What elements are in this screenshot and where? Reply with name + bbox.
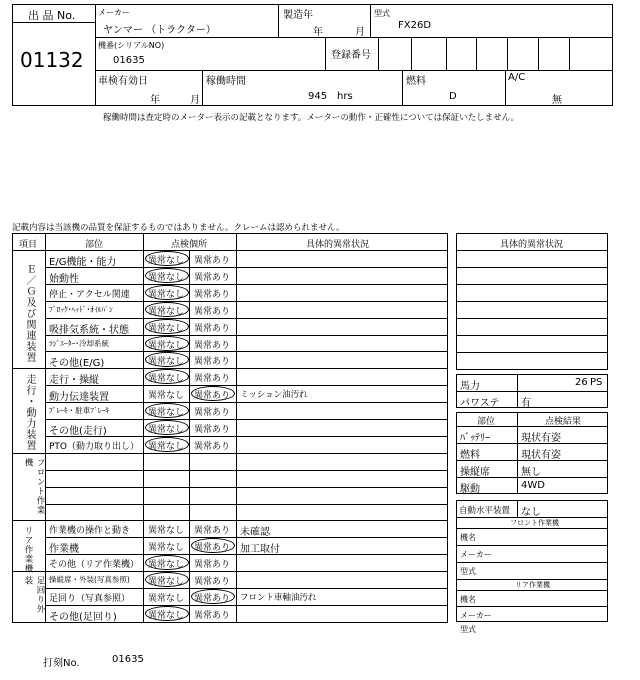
stamp-label: 打刻No. bbox=[43, 658, 80, 669]
selected-mark-circle bbox=[145, 336, 189, 351]
insp-year-unit: 年 bbox=[150, 95, 160, 106]
fuel-result-label: 燃料 bbox=[460, 450, 480, 461]
model-value: FX26D bbox=[398, 20, 432, 31]
status-normal[interactable]: 異常なし bbox=[148, 272, 185, 283]
row-line bbox=[45, 351, 448, 352]
status-abnormal[interactable]: 異常あり bbox=[194, 560, 231, 571]
status-abnormal[interactable]: 異常あり bbox=[194, 272, 231, 283]
selected-mark-circle bbox=[145, 302, 189, 317]
disclaimer: 記載内容は当該機の品質を保証するものではありません。クレームは認められません。 bbox=[12, 223, 345, 233]
front-name-label: 機名 bbox=[460, 533, 476, 542]
row-part: E/G機能・能力 bbox=[49, 257, 117, 268]
status-abnormal[interactable]: 異常あり bbox=[194, 306, 231, 317]
group-foot: 足回り外装 bbox=[23, 576, 45, 614]
selected-mark-circle bbox=[145, 572, 189, 587]
status-normal[interactable]: 異常なし bbox=[148, 323, 185, 334]
header-item: 項目 bbox=[19, 240, 38, 250]
row-part: 作業機の操作と動き bbox=[49, 526, 131, 537]
power-unit: PS bbox=[590, 377, 603, 388]
row-line bbox=[45, 504, 448, 505]
row-line bbox=[45, 284, 448, 285]
row-part: ﾌﾞﾚｰｷ・駐車ﾌﾞﾚｰｷ bbox=[49, 406, 109, 416]
fuel-label: 燃料 bbox=[406, 76, 426, 87]
status-normal[interactable]: 異常なし bbox=[148, 340, 185, 351]
row-line bbox=[45, 470, 448, 471]
selected-mark-circle bbox=[145, 437, 189, 452]
ps-label: パワステ bbox=[460, 398, 500, 409]
lot-label: 出 品 No. bbox=[28, 9, 76, 22]
row-line bbox=[45, 318, 448, 319]
header-part: 部位 bbox=[85, 240, 104, 250]
row-line bbox=[45, 385, 448, 386]
status-normal[interactable]: 異常なし bbox=[148, 374, 185, 385]
status-normal[interactable]: 異常なし bbox=[148, 594, 185, 604]
maker-label: メーカー bbox=[98, 8, 130, 17]
status-abnormal[interactable]: 異常あり bbox=[194, 610, 231, 621]
selected-mark-circle bbox=[145, 606, 189, 621]
ac-value: 無 bbox=[552, 95, 562, 106]
row-line bbox=[12, 453, 448, 454]
status-normal[interactable]: 異常なし bbox=[148, 289, 185, 300]
status-abnormal[interactable]: 異常あり bbox=[194, 340, 231, 351]
selected-mark-circle bbox=[191, 589, 235, 604]
selected-mark-circle bbox=[145, 319, 189, 334]
status-normal[interactable]: 異常なし bbox=[148, 526, 185, 537]
cab-value: 無し bbox=[521, 467, 541, 478]
auto-level-label: 自動水平装置 bbox=[459, 506, 511, 516]
status-abnormal[interactable]: 異常あり bbox=[194, 289, 231, 300]
front-maker-label: メーカー bbox=[460, 550, 492, 559]
status-abnormal[interactable]: 異常あり bbox=[194, 256, 231, 266]
row-line bbox=[45, 301, 448, 302]
status-abnormal[interactable]: 異常あり bbox=[194, 357, 231, 368]
status-abnormal[interactable]: 異常あり bbox=[194, 594, 231, 604]
model-label: 型式 bbox=[374, 9, 390, 18]
row-line bbox=[45, 436, 448, 437]
stamp-number: 01635 bbox=[112, 654, 144, 665]
row-line bbox=[45, 419, 448, 420]
status-normal[interactable]: 異常なし bbox=[148, 357, 185, 368]
status-normal[interactable]: 異常なし bbox=[148, 441, 185, 452]
row-part: その他(E/G) bbox=[49, 358, 105, 370]
fuel-value: D bbox=[449, 91, 457, 102]
status-normal[interactable]: 異常なし bbox=[148, 560, 185, 571]
insp-month-unit: 月 bbox=[190, 95, 200, 106]
row-line bbox=[12, 368, 448, 369]
row-line bbox=[45, 588, 448, 589]
drive-value: 4WD bbox=[521, 480, 545, 491]
status-normal[interactable]: 異常なし bbox=[148, 425, 185, 435]
row-note: ミッション油汚れ bbox=[240, 390, 308, 401]
status-normal[interactable]: 異常なし bbox=[148, 391, 185, 402]
status-abnormal[interactable]: 異常あり bbox=[194, 526, 231, 537]
row-part: 動力伝達装置 bbox=[49, 392, 109, 404]
right-detail-header: 具体的異常状況 bbox=[500, 240, 564, 250]
front-model-label: 型式 bbox=[460, 567, 476, 576]
status-normal[interactable]: 異常なし bbox=[148, 408, 185, 419]
row-part: 吸排気系統・状態 bbox=[49, 324, 129, 336]
status-abnormal[interactable]: 異常あり bbox=[194, 577, 231, 588]
cab-label: 操縦席 bbox=[460, 467, 490, 478]
year-unit: 年 bbox=[313, 27, 323, 38]
row-part: 作業機 bbox=[49, 544, 79, 556]
row-line bbox=[45, 335, 448, 336]
battery-label: ﾊﾞｯﾃﾘｰ bbox=[460, 433, 490, 444]
fuel-result-value: 現状有姿 bbox=[521, 450, 561, 461]
front-attachment-title: フロント作業機 bbox=[510, 519, 559, 527]
row-part: 走行・操縦 bbox=[49, 375, 99, 387]
rear-name-label: 機名 bbox=[460, 595, 476, 604]
row-line bbox=[12, 520, 448, 521]
row-part: その他（リア作業機） bbox=[49, 560, 140, 571]
hours-note: 稼働時間は査定時のメーター表示の記載となります。メーターの動作・正確性については保証いたしません。 bbox=[103, 113, 520, 123]
row-note: 未確認 bbox=[240, 527, 270, 539]
serial-label: 機番(シリアルNO) bbox=[98, 41, 165, 50]
status-abnormal[interactable]: 異常あり bbox=[194, 374, 231, 385]
row-part: その他(足回り) bbox=[49, 611, 117, 623]
row-note: 加工取付 bbox=[240, 544, 280, 556]
rear-model-label: 型式 bbox=[460, 625, 476, 634]
status-normal[interactable]: 異常なし bbox=[148, 256, 185, 266]
row-line bbox=[12, 571, 448, 572]
row-part: ﾌﾞﾛｯｸ･ﾍｯﾄﾞ･ｵｲﾙﾊﾟﾝ bbox=[49, 304, 113, 314]
status-normal[interactable]: 異常なし bbox=[148, 577, 185, 588]
drive-label: 駆動 bbox=[460, 484, 480, 495]
year-label: 製造年 bbox=[283, 10, 313, 21]
row-line bbox=[45, 267, 448, 268]
status-abnormal[interactable]: 異常あり bbox=[194, 543, 231, 554]
header-check: 点検個所 bbox=[171, 240, 208, 250]
row-part: ﾗｼﾞｴｰﾀｰ･冷却系統 bbox=[49, 338, 109, 348]
results-result-header: 点検結果 bbox=[545, 417, 582, 427]
battery-value: 現状有姿 bbox=[521, 433, 561, 444]
selected-mark-circle bbox=[145, 251, 189, 266]
status-abnormal[interactable]: 異常あり bbox=[194, 441, 231, 452]
lot-number: 01132 bbox=[20, 48, 84, 72]
row-line bbox=[45, 487, 448, 488]
results-part-header: 部位 bbox=[477, 417, 496, 427]
month-unit: 月 bbox=[355, 27, 365, 38]
status-normal[interactable]: 異常なし bbox=[148, 306, 185, 317]
power-value: 26 bbox=[575, 377, 588, 388]
ps-value: 有 bbox=[521, 398, 531, 409]
selected-mark-circle bbox=[145, 268, 189, 283]
auto-level-value: なし bbox=[521, 507, 541, 518]
row-part: 操縦席・外装(写真参照) bbox=[49, 575, 130, 585]
ac-label: A/C bbox=[508, 72, 526, 83]
status-normal[interactable]: 異常なし bbox=[148, 610, 185, 621]
row-part: 始動性 bbox=[49, 273, 79, 285]
hours-value: 945 bbox=[308, 91, 328, 102]
reg-label: 登録番号 bbox=[331, 50, 371, 61]
selected-mark-circle bbox=[145, 420, 189, 435]
selected-mark-circle bbox=[145, 403, 189, 418]
inspection-label: 車検有効日 bbox=[98, 76, 148, 87]
selected-mark-circle bbox=[145, 285, 189, 300]
row-line bbox=[45, 537, 448, 538]
status-abnormal[interactable]: 異常あり bbox=[194, 425, 231, 435]
header-detail: 具体的異常状況 bbox=[306, 240, 370, 250]
status-abnormal[interactable]: 異常あり bbox=[194, 323, 231, 334]
row-part: 停止・アクセル関連 bbox=[49, 289, 130, 300]
group-eg: Ｅ／Ｇ及び関連装置 bbox=[24, 264, 35, 363]
hours-unit: hrs bbox=[337, 91, 353, 102]
status-abnormal[interactable]: 異常あり bbox=[194, 391, 231, 402]
serial-value: 01635 bbox=[113, 55, 145, 66]
row-line bbox=[45, 605, 448, 606]
group-drive: 走行・動力装置 bbox=[24, 374, 35, 451]
row-part: 足回り（写真参照） bbox=[49, 594, 131, 604]
power-label: 馬力 bbox=[460, 381, 480, 392]
row-line bbox=[45, 554, 448, 555]
rear-maker-label: メーカー bbox=[460, 611, 492, 620]
group-rear: リア作業機 bbox=[23, 526, 33, 574]
row-note: フロント車軸油汚れ bbox=[240, 593, 317, 603]
hours-label: 稼働時間 bbox=[206, 76, 246, 87]
status-normal[interactable]: 異常なし bbox=[148, 543, 185, 554]
row-part: PTO（動力取り出し） bbox=[49, 441, 140, 452]
status-abnormal[interactable]: 異常あり bbox=[194, 408, 231, 419]
rear-attachment-title: リア作業機 bbox=[515, 581, 550, 589]
row-part: その他(走行) bbox=[49, 426, 107, 437]
maker-value: ヤンマー （トラクター） bbox=[103, 25, 216, 36]
group-front: フロント作業機 bbox=[23, 458, 45, 515]
row-line bbox=[45, 402, 448, 403]
